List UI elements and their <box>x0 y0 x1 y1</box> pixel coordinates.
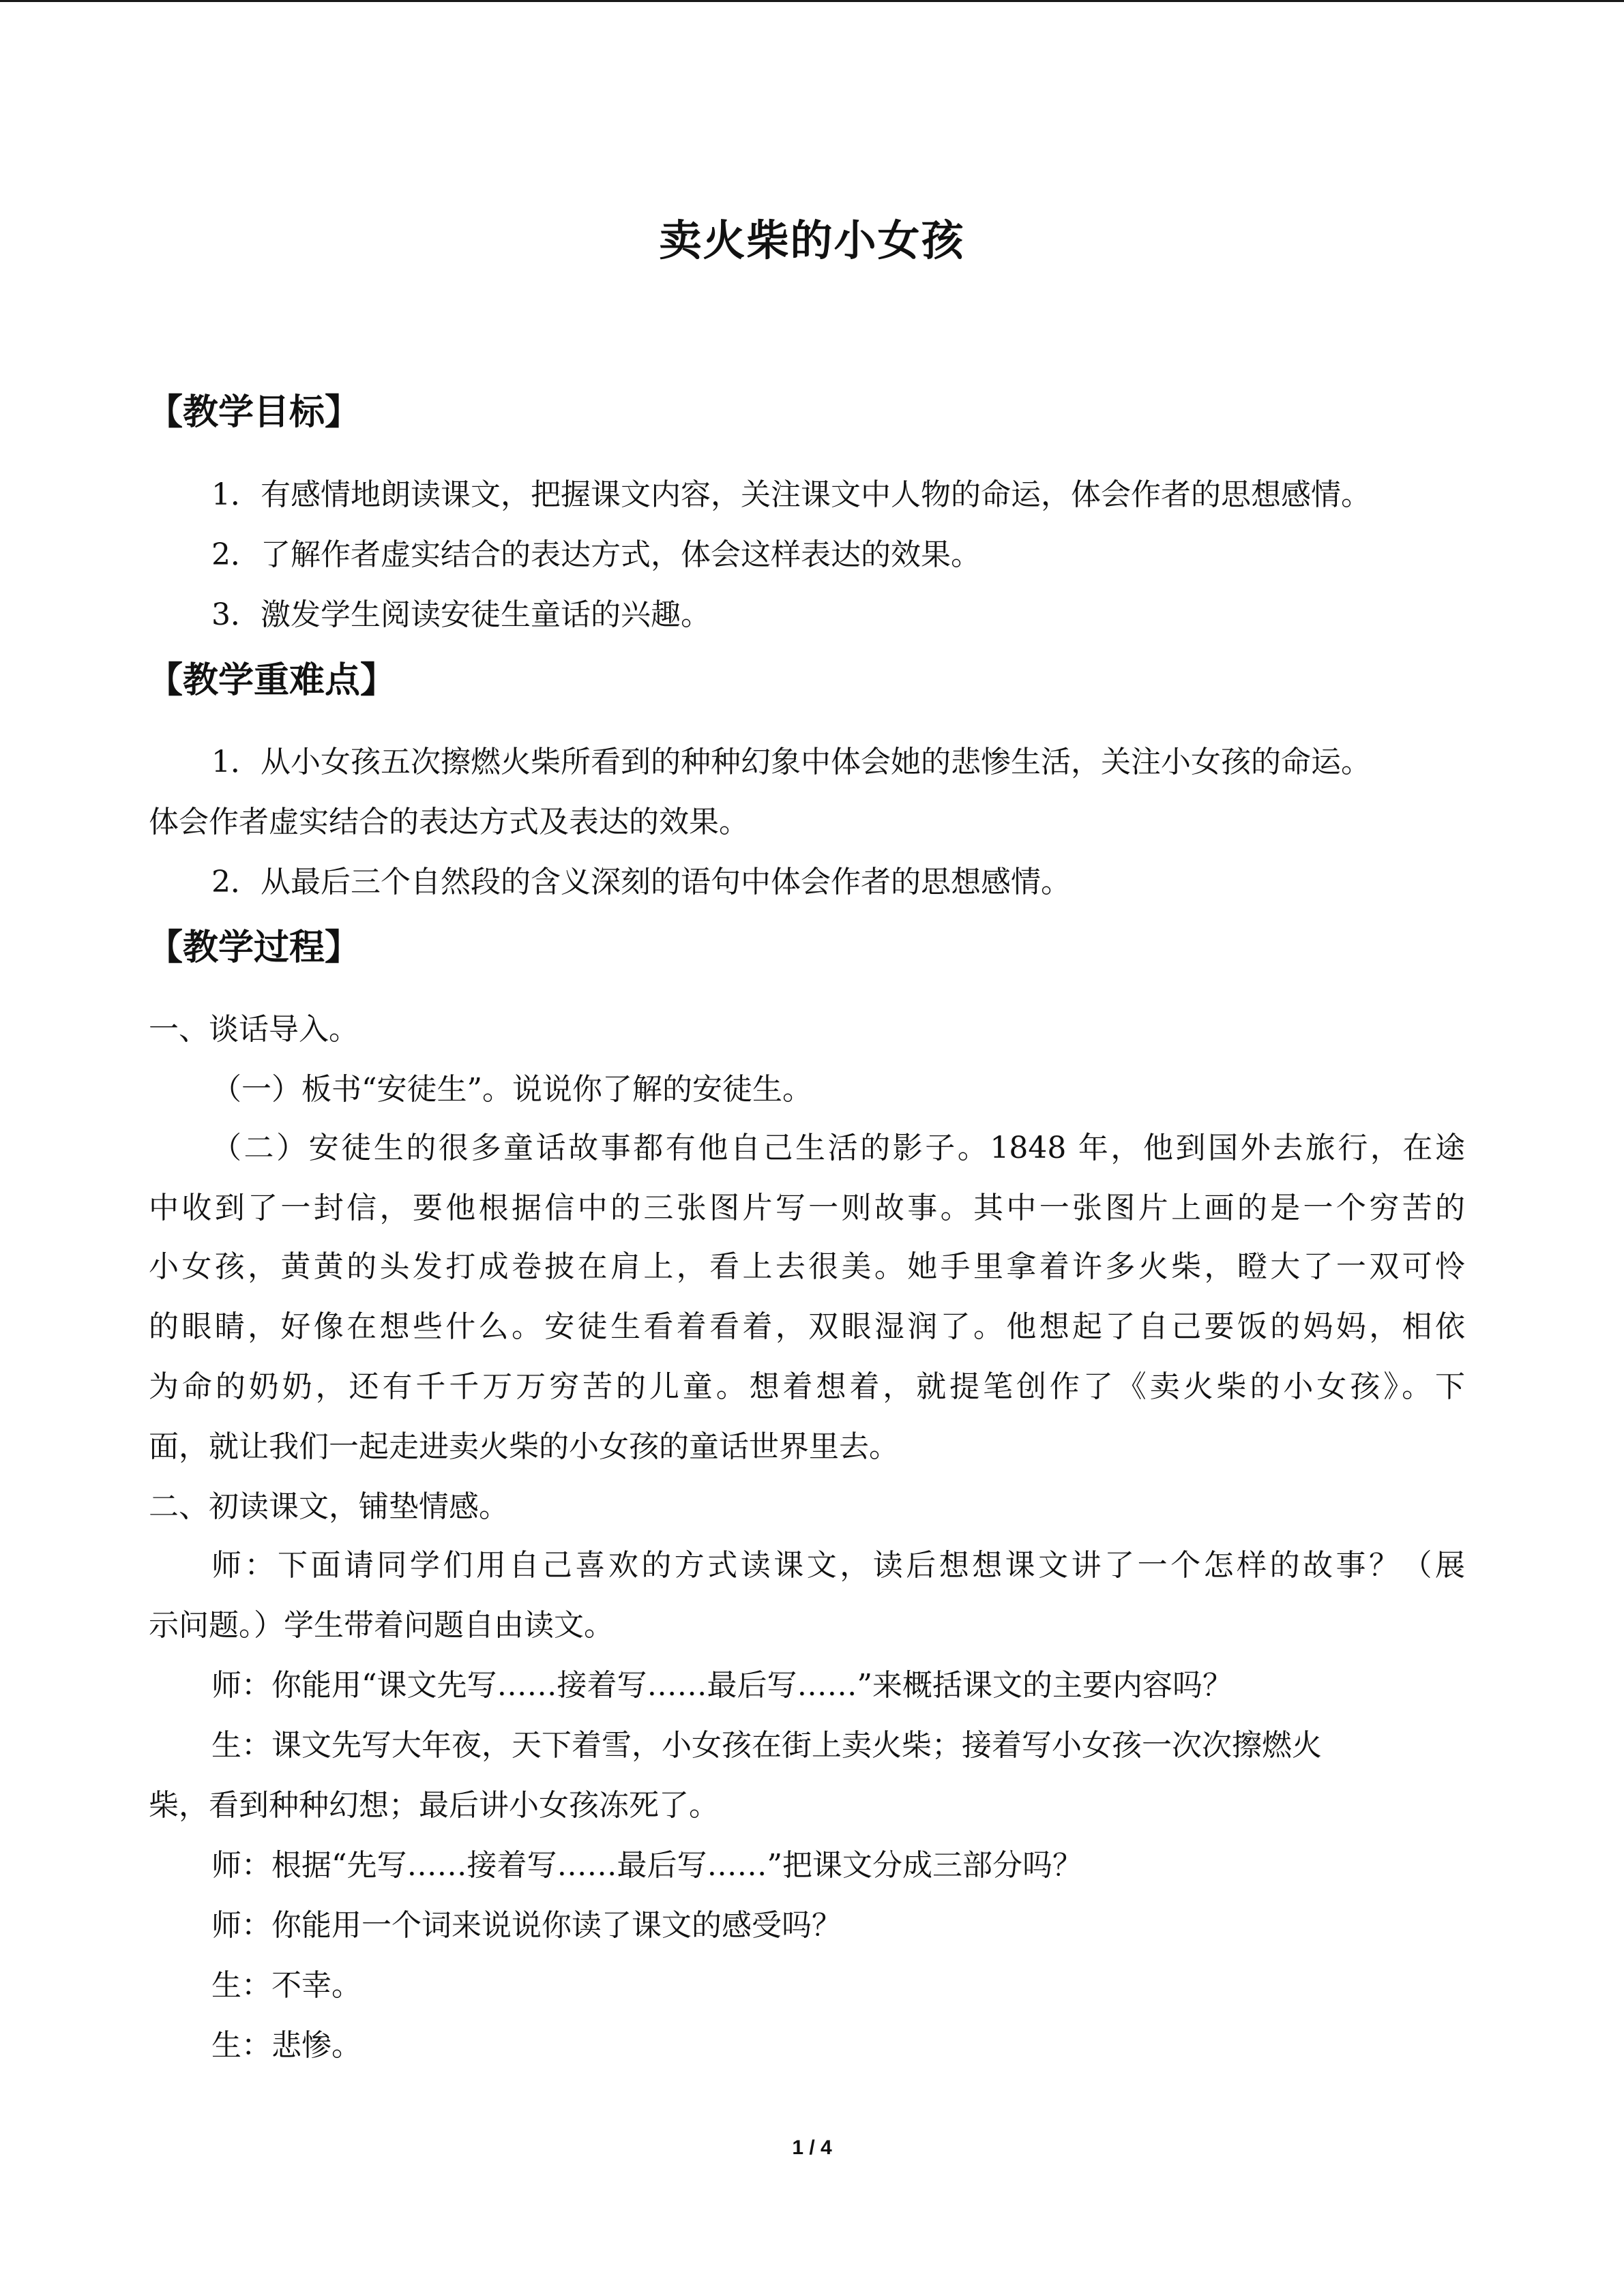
difficulty-line: 体会作者虚实结合的表达方式及表达的效果。 <box>149 805 749 839</box>
process-line: （二）安徒生的很多童话故事都有他自己生活的影子。1848 年，他到国外去旅行，在途 <box>211 1131 1465 1165</box>
process-line: 师：你能用一个词来说说你读了课文的感受吗？ <box>211 1908 842 1943</box>
process-line: 生：课文先写大年夜，天下着雪，小女孩在街上卖火柴；接着写小女孩一次次擦燃火 <box>211 1728 1322 1763</box>
page-title: 卖火柴的小女孩 <box>659 215 965 265</box>
process-line: 生：悲惨。 <box>211 2028 361 2063</box>
difficulty-line: 2．从最后三个自然段的含义深刻的语句中体会作者的思想感情。 <box>211 865 1071 899</box>
process-line: 师：你能用“课文先写……接着写……最后写……”来概括课文的主要内容吗？ <box>211 1668 1232 1703</box>
process-line: 中收到了一封信，要他根据信中的三张图片写一则故事。其中一张图片上画的是一个穷苦的 <box>149 1191 1465 1225</box>
page-number: 1 / 4 <box>792 2136 832 2159</box>
section-heading-goals: 【教学目标】 <box>147 391 361 433</box>
section-heading-process: 【教学过程】 <box>147 927 361 968</box>
process-line: 为命的奶奶，还有千千万万穷苦的儿童。想着想着，就提笔创作了《卖火柴的小女孩》。下 <box>149 1369 1465 1404</box>
process-line: 小女孩，黄黄的头发打成卷披在肩上，看上去很美。她手里拿着许多火柴，瞪大了一双可怜 <box>149 1249 1465 1284</box>
process-line: 示问题。）学生带着问题自由读文。 <box>149 1608 614 1643</box>
process-line: 生：不幸。 <box>211 1968 361 2003</box>
goal-line: 3．激发学生阅读安徒生童话的兴趣。 <box>211 597 711 632</box>
goal-line: 2．了解作者虚实结合的表达方式，体会这样表达的效果。 <box>211 537 981 572</box>
goal-line: 1．有感情地朗读课文，把握课文内容，关注课文中人物的命运，体会作者的思想感情。 <box>211 477 1371 512</box>
process-line: 柴，看到种种幻想；最后讲小女孩冻死了。 <box>149 1788 719 1823</box>
difficulty-line: 1．从小女孩五次擦燃火柴所看到的种种幻象中体会她的悲惨生活，关注小女孩的命运。 <box>211 745 1371 779</box>
process-line: 师：根据“先写……接着写……最后写……”把课文分成三部分吗？ <box>211 1848 1082 1883</box>
process-line: 一、谈话导入。 <box>149 1012 359 1047</box>
process-line: 二、初读课文，铺垫情感。 <box>149 1489 509 1524</box>
process-line: 面，就让我们一起走进卖火柴的小女孩的童话世界里去。 <box>149 1429 899 1464</box>
process-line: （一）板书“安徒生”。说说你了解的安徒生。 <box>211 1072 812 1107</box>
process-line: 师：下面请同学们用自己喜欢的方式读课文，读后想想课文讲了一个怎样的故事？（展 <box>211 1548 1465 1583</box>
section-heading-difficulties: 【教学重难点】 <box>147 659 396 701</box>
process-line: 的眼睛，好像在想些什么。安徒生看着看着，双眼湿润了。他想起了自己要饭的妈妈，相依 <box>149 1309 1465 1344</box>
top-border <box>0 0 1624 2</box>
